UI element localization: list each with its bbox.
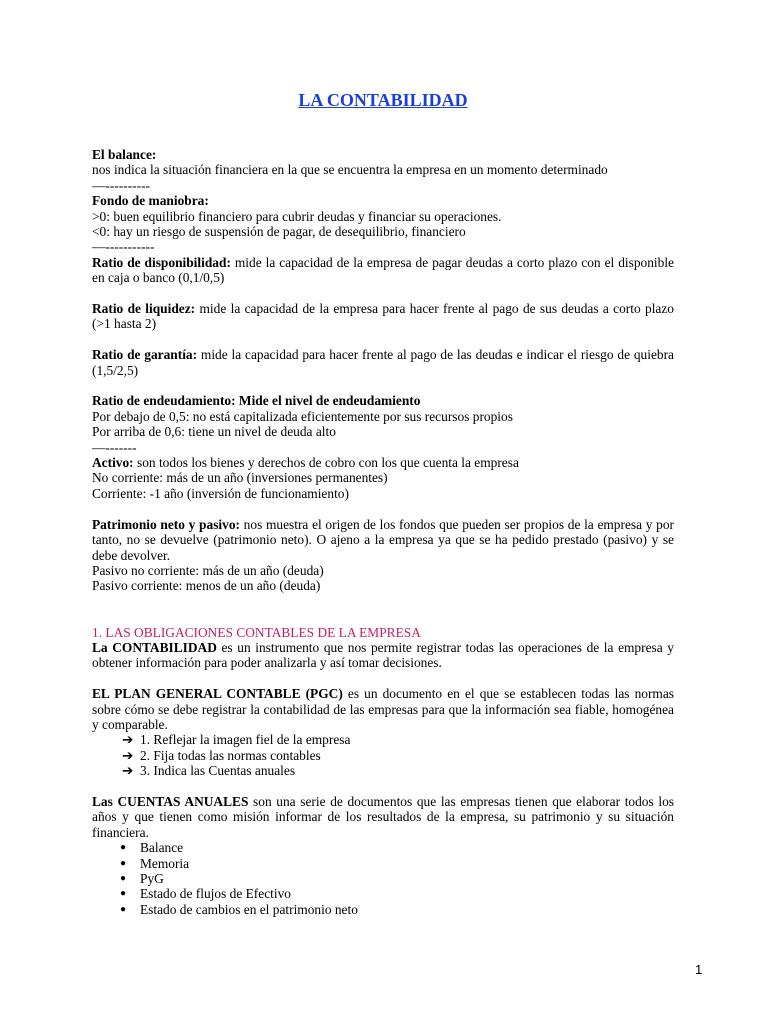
- endeudamiento-line: Por arriba de 0,6: tiene un nivel de deuda alto: [92, 424, 336, 440]
- document-body: [92, 147, 674, 917]
- separator: —----------: [92, 177, 150, 193]
- right-arrow-icon: ➔: [122, 732, 134, 748]
- contabilidad-definition: La CONTABILIDAD es un instrumento que nos permite registrar todas las operaciones de la empresa y obtener información para poder analizarla y así tomar decisiones.: [92, 639, 674, 671]
- right-arrow-icon: ➔: [122, 747, 134, 763]
- activo-line: Corriente: -1 año (inversión de funcionamiento): [92, 485, 349, 501]
- list-item: ➔ 2. Fija todas las normas contables: [122, 747, 321, 763]
- section-heading: 1. LAS OBLIGACIONES CONTABLES DE LA EMPRESA: [92, 624, 421, 640]
- list-item: ➔ 1. Reflejar la imagen fiel de la empresa: [122, 732, 351, 748]
- pgc-definition: EL PLAN GENERAL CONTABLE (PGC) es un documento en el que se establecen todas las normas sobre cómo se debe registrar la contabilidad de las empresas para que la información sea fiable, homogénea y comparable.: [92, 686, 674, 732]
- endeudamiento-line: Por debajo de 0,5: no está capitalizada eficientemente por sus recursos propios: [92, 408, 513, 424]
- list-item: ● Memoria: [120, 855, 190, 871]
- pgc-list: [92, 732, 674, 778]
- list-item: ● Balance: [120, 840, 184, 856]
- list-item: ● Estado de cambios en el patrimonio neto: [120, 901, 358, 917]
- bullet-icon: ●: [120, 857, 127, 869]
- activo-line: No corriente: más de un año (inversiones permanentes): [92, 470, 388, 486]
- ratio-endeudamiento-label: Ratio de endeudamiento: Mide el nivel de endeudamiento: [92, 393, 421, 409]
- separator: —-----------: [92, 239, 155, 255]
- page-title: LA CONTABILIDAD: [298, 90, 468, 110]
- patrimonio-definition: Patrimonio neto y pasivo: nos muestra el origen de los fondos que pueden ser propios de la empresa y por tanto, no se devuelve (patrimonio neto). O ajeno a la empresa ya que se ha pedido prestado (pasivo) y se debe devolver.: [92, 516, 675, 563]
- bullet-icon: ●: [120, 903, 127, 915]
- pasivo-line: Pasivo no corriente: más de un año (deuda): [92, 562, 324, 578]
- bullet-icon: ●: [120, 872, 127, 884]
- ratio-liquidez: Ratio de liquidez: mide la capacidad de la empresa para hacer frente al pago de sus deudas a corto plazo (>1 hasta 2): [92, 301, 674, 332]
- page-number: 1: [695, 962, 703, 977]
- fondo-label: Fondo de maniobra:: [92, 193, 209, 209]
- pasivo-line: Pasivo corriente: menos de un año (deuda): [92, 578, 321, 594]
- list-item: ➔ 3. Indica las Cuentas anuales: [122, 763, 296, 779]
- list-item: ● Estado de flujos de Efectivo: [120, 886, 291, 902]
- list-item: ● PyG: [120, 870, 164, 886]
- balance-label: El balance:: [92, 147, 157, 162]
- bullet-icon: ●: [120, 842, 127, 854]
- cuentas-list: [92, 840, 674, 917]
- separator: —-------: [92, 439, 137, 455]
- fondo-line: <0: hay un riesgo de suspensión de pagar, de desequilibrio, financiero: [92, 224, 466, 240]
- fondo-line: >0: buen equilibrio financiero para cubrir deudas y financiar su operaciones.: [92, 208, 502, 224]
- balance-text: nos indica la situación financiera en la que se encuentra la empresa en un momento determinado: [92, 162, 608, 178]
- activo-definition: Activo: son todos los bienes y derechos de cobro con los que cuenta la empresa: [92, 455, 519, 471]
- bullet-icon: ●: [120, 888, 127, 900]
- right-arrow-icon: ➔: [122, 763, 134, 779]
- ratio-garantia: Ratio de garantía: mide la capacidad para hacer frente al pago de las deudas e indicar el riesgo de quiebra (1,5/2,5): [92, 347, 674, 378]
- ratio-disponibilidad: Ratio de disponibilidad: mide la capacidad de la empresa de pagar deudas a corto plazo con el disponible en caja o banco (0,1/0,5): [92, 254, 674, 286]
- cuentas-definition: Las CUENTAS ANUALES son una serie de documentos que las empresas tienen que elaborar todos los años y que tienen como misión informar de los resultados de la empresa, su patrimonio y su situación financiera.: [92, 793, 674, 840]
